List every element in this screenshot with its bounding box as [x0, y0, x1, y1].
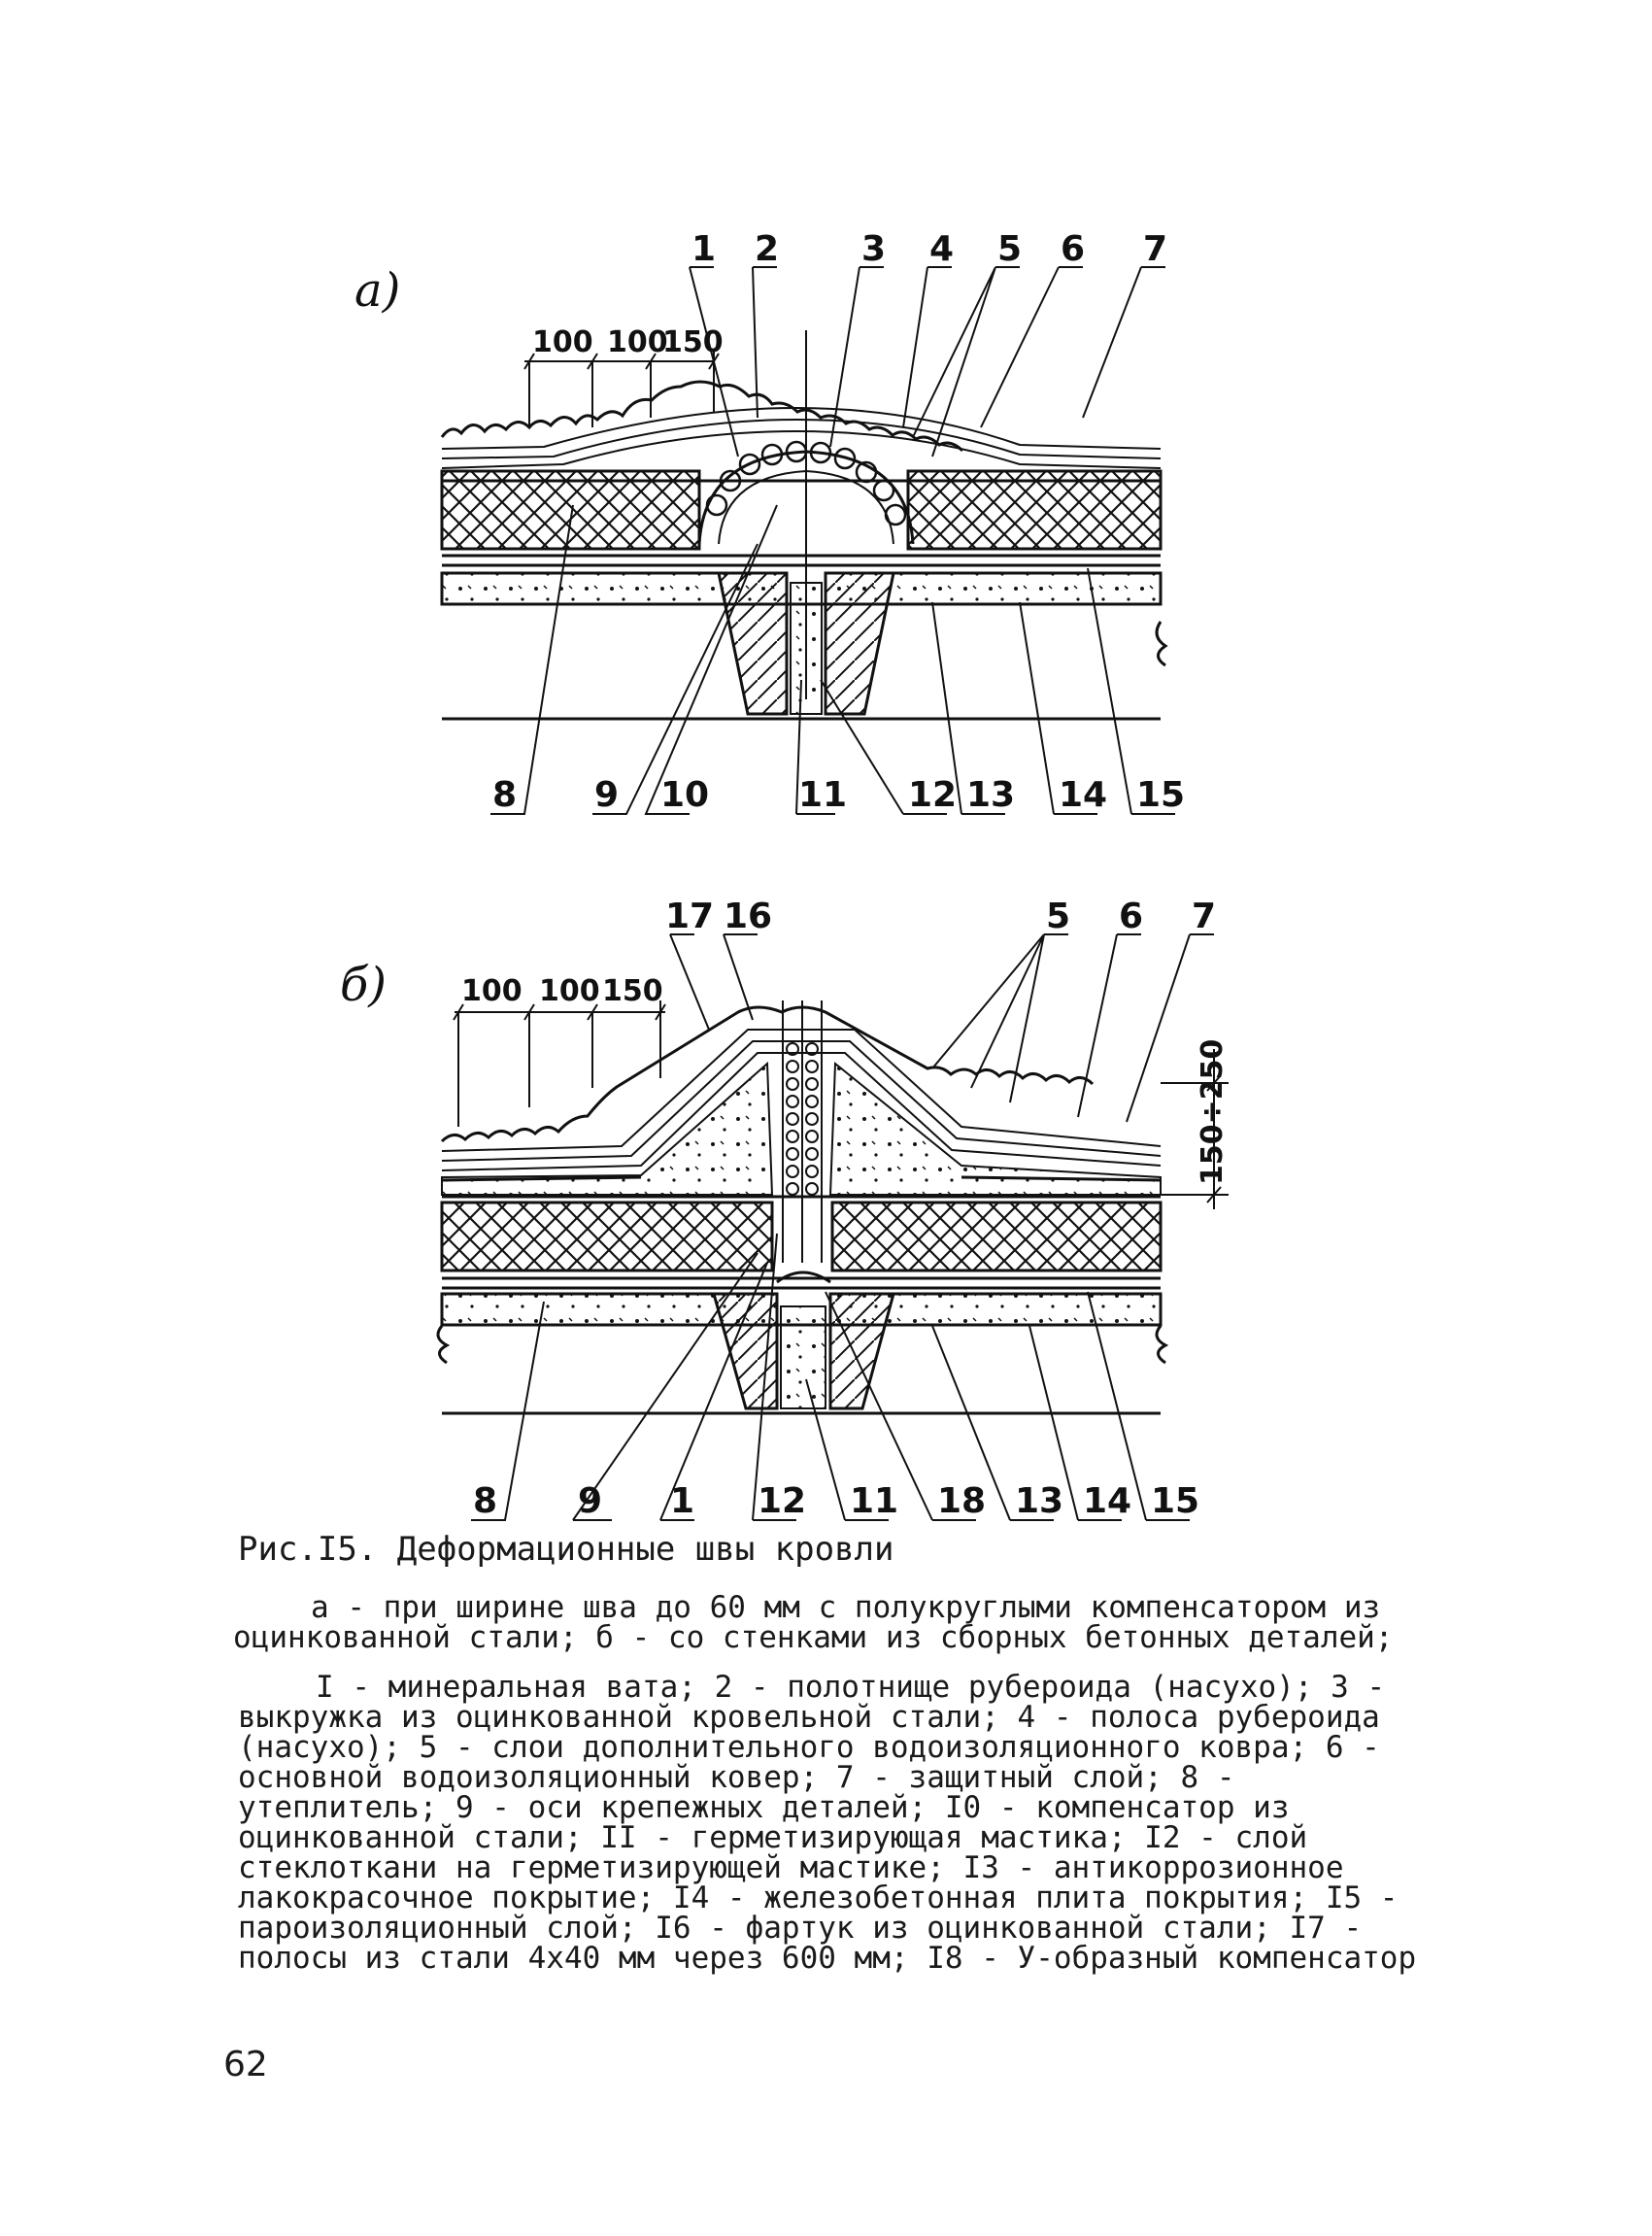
figure-a-callout-8: 8 — [492, 775, 518, 815]
figure-a-dim-1: 100 — [532, 325, 593, 359]
figure-b-callout-17: 17 — [665, 897, 715, 936]
figure-b-sealant — [781, 1306, 826, 1408]
figure-a-callout-10: 10 — [660, 775, 710, 815]
figure-a — [354, 229, 1185, 815]
figure-a-callout-15: 15 — [1136, 775, 1186, 815]
figure-b-callout-16: 16 — [724, 897, 773, 936]
figure-b-callout-1: 1 — [670, 1481, 695, 1521]
figure-b-callout-12: 12 — [758, 1481, 807, 1521]
figure-a-insulation-right — [908, 471, 1161, 549]
figure-a-label: а) — [354, 263, 401, 318]
figure-caption-variants: а - при ширине шва до 60 мм с полукруглыми компенсатором из оцинкованной стали; б - со стенками из сборных бетонных деталей; — [233, 1590, 1399, 1655]
figure-a-joint-wall-right — [826, 573, 893, 714]
figure-caption-legend: I - минеральная вата; 2 - полотнище рубероида (насухо); 3 - выкружка из оцинкованной кровельной стали; 4 - полоса рубероида (насухо); 5 - слои дополнительного водоизоляционного ковра; 6 - основной водоизоляционный ковер; 7 - защитный слой; 8 - утеплитель; 9 - оси крепежных деталей; I0 - компенсатор из оцинкованной стали; II - герметизирующая мастика; I2 - слой стеклоткани на герметизирующей мастике; I3 - антикоррозионное лакокрасочное покрытие; I4 - железобетонная плита покрытия; I5 - пароизоляционный слой; I6 - фартук из оцинкованной стали; I7 - полосы из стали 4х40 мм через 600 мм; I8 - У-образный компенсатор — [238, 1670, 1417, 1976]
figure-b-callout-18: 18 — [937, 1481, 987, 1521]
figure-b-side-dim: 150÷250 — [1196, 1038, 1230, 1185]
figure-a-top-callouts — [690, 229, 1167, 457]
figure-b — [340, 897, 1230, 1521]
figure-a-dim-2: 100 — [607, 325, 668, 359]
page-number: 62 — [223, 2045, 268, 2084]
figure-b-insulation-left — [442, 1203, 772, 1270]
figure-a-callout-6: 6 — [1061, 229, 1086, 269]
figure-b-callout-9: 9 — [578, 1481, 603, 1521]
figure-a-callout-13: 13 — [966, 775, 1016, 815]
figure-a-callout-12: 12 — [908, 775, 958, 815]
figure-b-callout-8: 8 — [473, 1481, 498, 1521]
figure-b-callout-6: 6 — [1119, 897, 1144, 936]
figure-a-callout-11: 11 — [798, 775, 848, 815]
figure-a-joint-wall-left — [719, 573, 787, 714]
figure-a-callout-7: 7 — [1143, 229, 1168, 269]
figure-a-callout-9: 9 — [594, 775, 620, 815]
figure-a-dim-3: 150 — [662, 325, 724, 359]
figure-a-callout-14: 14 — [1059, 775, 1108, 815]
figure-b-callout-13: 13 — [1015, 1481, 1064, 1521]
figure-b-callout-15: 15 — [1151, 1481, 1200, 1521]
figure-a-callout-5: 5 — [997, 229, 1023, 269]
figure-a-callout-1: 1 — [691, 229, 717, 269]
figure-a-sealant — [791, 583, 822, 714]
figure-a-callout-3: 3 — [861, 229, 887, 269]
figure-b-dim-1: 100 — [461, 974, 523, 1008]
figure-b-callout-14: 14 — [1083, 1481, 1132, 1521]
figure-b-dimensions — [454, 974, 665, 1127]
figure-b-insulation-right — [832, 1203, 1161, 1270]
figure-b-joint-wall-right — [830, 1294, 893, 1408]
figure-a-callout-4: 4 — [929, 229, 955, 269]
figure-b-concrete-wedge-left — [442, 1064, 772, 1195]
figure-a-protective-layer — [442, 382, 962, 451]
figure-b-callout-7: 7 — [1192, 897, 1217, 936]
figure-a-insulation-left — [442, 471, 699, 549]
figure-b-side-dimension — [1161, 1039, 1230, 1209]
figure-b-dim-3: 150 — [602, 974, 663, 1008]
figure-b-label: б) — [340, 958, 388, 1012]
figure-a-callout-2: 2 — [755, 229, 780, 269]
figure-b-dim-2: 100 — [539, 974, 600, 1008]
figure-b-callout-11: 11 — [850, 1481, 899, 1521]
figure-b-callout-5: 5 — [1046, 897, 1071, 936]
figure-caption-title: Рис.I5. Деформационные швы кровли — [238, 1530, 894, 1569]
